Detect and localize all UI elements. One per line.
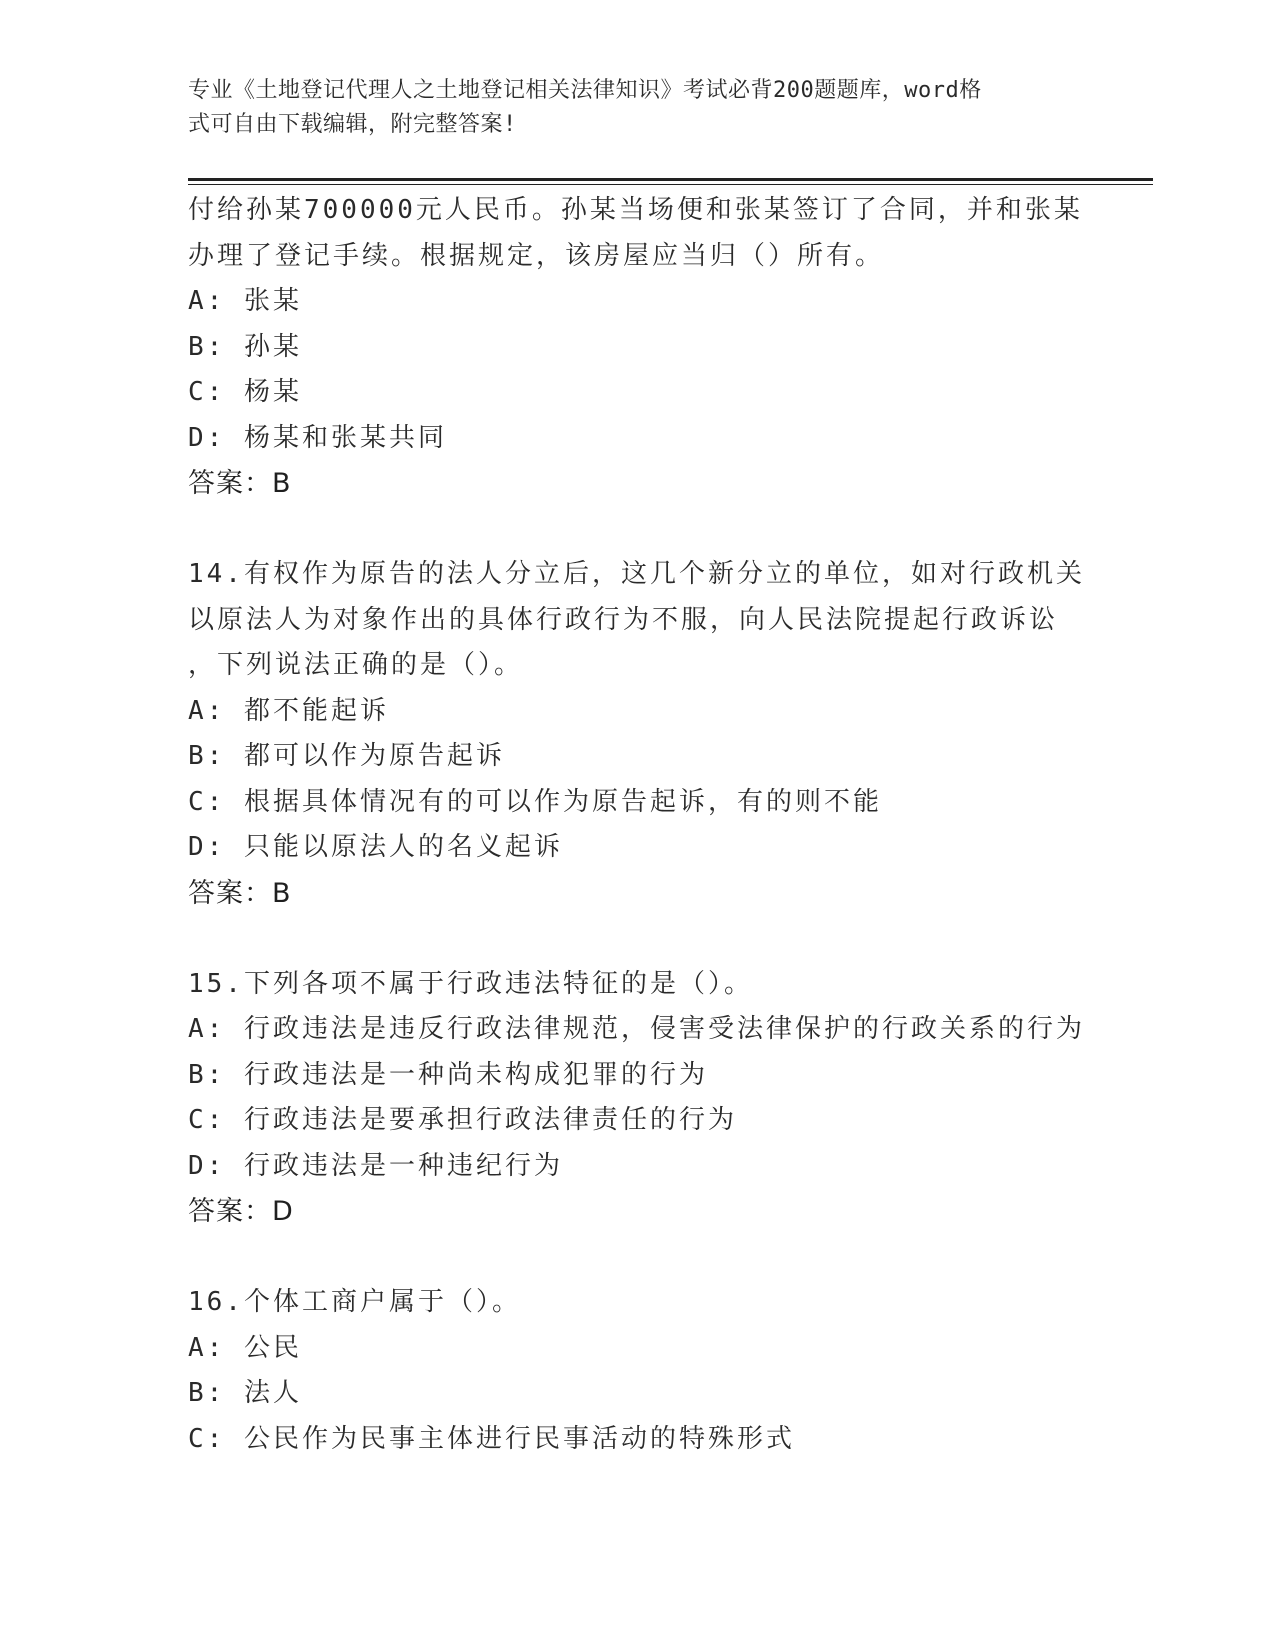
question-stem: 付给孙某700000元人民币。孙某当场便和张某签订了合同，并和张某 xyxy=(188,195,1083,225)
option-c: C: 根据具体情况有的可以作为原告起诉，有的则不能 xyxy=(188,786,882,817)
question-stem: 15.下列各项不属于行政违法特征的是（）。 xyxy=(188,968,753,999)
option-b: B: 法人 xyxy=(188,1378,302,1408)
option-d: D: 只能以原法人的名义起诉 xyxy=(188,832,563,862)
question-spacer xyxy=(188,916,1088,962)
option-a: A: 都不能起诉 xyxy=(188,695,389,726)
header-divider-thick xyxy=(188,178,1153,181)
answer-text: 答案：B xyxy=(188,468,292,499)
header-title-line-1: 专业《土地登记代理人之土地登记相关法律知识》考试必背200题题库，word格 xyxy=(188,78,982,103)
question-stem: 16.个体工商户属于（）。 xyxy=(188,1287,521,1317)
option-a: A: 张某 xyxy=(188,286,302,316)
header-title-line-2: 式可自由下载编辑，附完整答案! xyxy=(188,112,517,137)
question-16 xyxy=(188,1280,1088,1462)
option-a: A: 公民 xyxy=(188,1332,302,1363)
option-c: C: 行政违法是要承担行政法律责任的行为 xyxy=(188,1105,737,1135)
option-d: D: 杨某和张某共同 xyxy=(188,422,447,453)
question-stem: 14.有权作为原告的法人分立后，这几个新分立的单位，如对行政机关 xyxy=(188,559,1085,589)
option-d: D: 行政违法是一种违纪行为 xyxy=(188,1150,563,1181)
option-c: C: 公民作为民事主体进行民事活动的特殊形式 xyxy=(188,1423,795,1454)
option-b: B: 都可以作为原告起诉 xyxy=(188,741,505,771)
option-c: C: 杨某 xyxy=(188,377,302,407)
answer-text: 答案：D xyxy=(188,1196,294,1227)
question-stem: ，下列说法正确的是（）。 xyxy=(188,650,524,680)
question-14 xyxy=(188,552,1088,916)
option-b: B: 孙某 xyxy=(188,331,302,362)
question-13 xyxy=(188,188,1088,506)
question-spacer xyxy=(188,506,1088,552)
question-list xyxy=(188,188,1088,1462)
question-15 xyxy=(188,962,1088,1235)
option-a: A: 行政违法是违反行政法律规范，侵害受法律保护的行政关系的行为 xyxy=(188,1014,1085,1044)
question-stem: 以原法人为对象作出的具体行政行为不服，向人民法院提起行政诉讼 xyxy=(188,604,1059,635)
document-header xyxy=(188,74,1068,142)
question-stem: 办理了登记手续。根据规定，该房屋应当归（）所有。 xyxy=(188,240,885,271)
question-spacer xyxy=(188,1234,1088,1280)
header-divider-thin xyxy=(188,184,1153,185)
option-b: B: 行政违法是一种尚未构成犯罪的行为 xyxy=(188,1059,708,1090)
answer-text: 答案：B xyxy=(188,877,292,909)
